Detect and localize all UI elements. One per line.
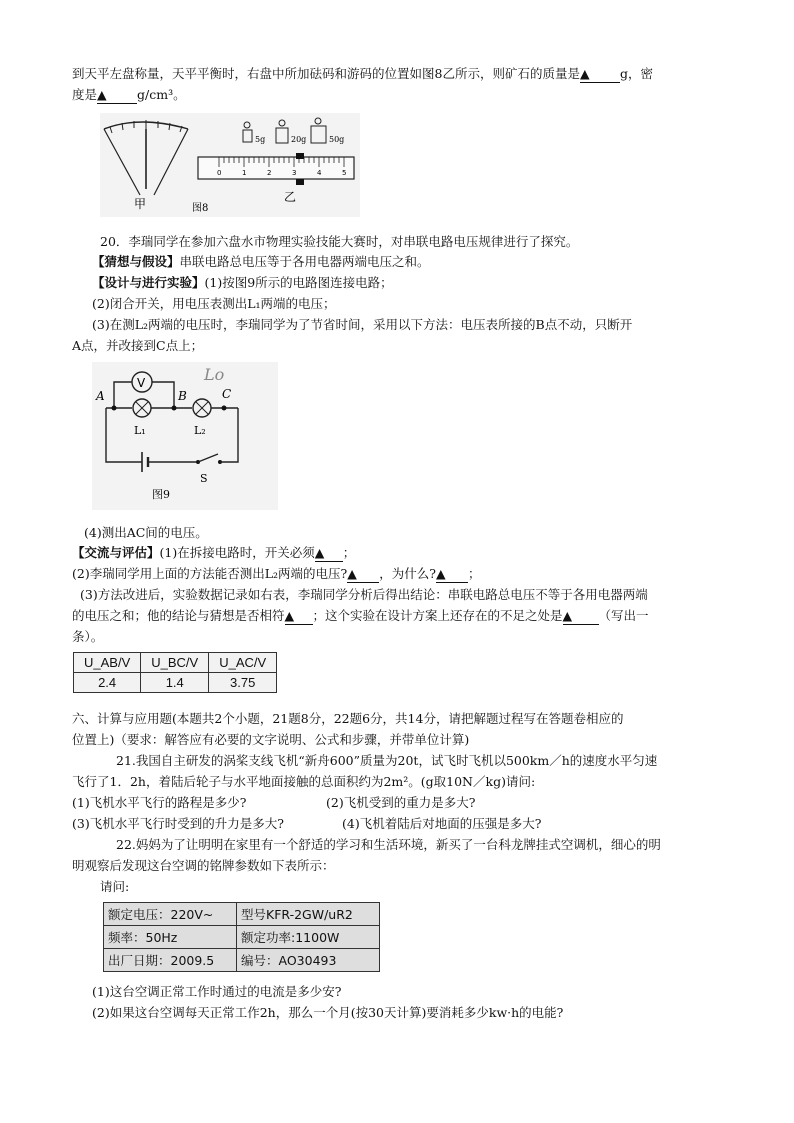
svg-text:Lo: Lo xyxy=(204,365,225,384)
q22-sub2: (2)如果这台空调每天正常工作2h，那么一个月(按30天计算)要消耗多少kw·h的电能? xyxy=(92,1005,564,1020)
answer-blank[interactable]: ▲ xyxy=(315,545,343,562)
section6-heading: 六、计算与应用题(本题共2个小题，21题8分，22题6分，共14分，请把解题过程写在答题卷相应的 xyxy=(72,711,624,726)
q20-hypothesis: 【猜想与假设】串联电路总电压等于各用电器两端电压之和。 xyxy=(92,254,430,269)
balance-figure xyxy=(100,113,360,217)
q20-step4: (4)测出AC间的电压。 xyxy=(84,525,208,540)
svg-text:20g: 20g xyxy=(291,135,307,144)
switch-icon xyxy=(198,454,218,462)
voltage-table xyxy=(73,652,277,693)
q20-step3b: A点，并改接到C点上； xyxy=(72,338,204,353)
q21-line2: 飞行了1．2h，着陆后轮子与水平地面接触的总面积约为2m²。(g取10N／kg)请问: xyxy=(72,774,536,789)
table-row xyxy=(74,673,277,693)
q20-eval2: (2)李瑞同学用上面的方法能否测出L₂两端的电压?▲ ，为什么?▲ ； xyxy=(72,566,481,581)
q20-step2: (2)闭合开关，用电压表测出L₁两端的电压； xyxy=(92,296,336,311)
table-row: 额定电压：220V~ 型号KFR-2GW/uR2 xyxy=(104,903,380,926)
label-l1: L₁ xyxy=(134,424,146,437)
rider-top xyxy=(296,153,304,159)
q20-design: 【设计与进行实验】(1)按图9所示的电路图连接电路； xyxy=(92,275,393,290)
value-ubc: 1.4 xyxy=(141,673,209,693)
q20-intro: 20．李瑞同学在参加六盘水市物理实验技能大赛时，对串联电路电压规律进行了探究。 xyxy=(100,234,579,249)
q19-line2: 度是▲ g/cm³。 xyxy=(72,87,186,102)
q19-line1: 到天平左盘称量，天平平衡时，右盘中所加砝码和游码的位置如图8乙所示，则矿石的质量是▲ g，密 xyxy=(72,66,653,81)
q20-eval3e: 条）。 xyxy=(72,629,104,644)
weight-20g xyxy=(276,120,306,144)
svg-text:V: V xyxy=(137,376,146,390)
q20-eval3b: 的电压之和；他的结论与猜想是否相符▲ ；这个实验在设计方案上还存在的不足之处是▲ （写出一 xyxy=(72,608,649,623)
table-row: 频率：50Hz 额定功率:1100W xyxy=(104,926,380,949)
q20-eval3a: (3)方法改进后，实验数据记录如右表，李瑞同学分析后得出结论：串联电路总电压不等于各用电器两端 xyxy=(80,587,648,602)
q21-sub4: (4)飞机着陆后对地面的压强是多大? xyxy=(342,816,542,831)
svg-text:5: 5 xyxy=(342,169,347,177)
figure-9 xyxy=(92,362,278,510)
svg-text:50g: 50g xyxy=(329,135,345,144)
answer-blank[interactable]: ▲ xyxy=(285,608,313,625)
label-b: B xyxy=(178,389,187,403)
q22-line1: 22.妈妈为了让明明在家里有一个舒适的学习和生活环境，新买了一台科龙牌挂式空调机，细心的明 xyxy=(116,837,661,852)
value-uac: 3.75 xyxy=(209,673,277,693)
svg-text:1: 1 xyxy=(242,169,247,177)
q22-sub1: (1)这台空调正常工作时通过的电流是多少安? xyxy=(92,984,342,999)
q21-sub3: (3)飞机水平飞行时受到的升力是多大? xyxy=(72,816,284,831)
figure-9-caption: 图9 xyxy=(152,488,170,501)
label-c: C xyxy=(222,387,232,401)
answer-blank[interactable]: ▲ xyxy=(580,66,620,83)
svg-text:0: 0 xyxy=(217,169,222,177)
svg-text:3: 3 xyxy=(292,169,297,177)
q20-eval1: 【交流与评估】(1)在拆接电路时，开关必须▲ ； xyxy=(72,545,356,560)
label-s: S xyxy=(200,472,208,485)
answer-blank[interactable]: ▲ xyxy=(347,566,379,583)
label-l2: L₂ xyxy=(194,424,206,437)
svg-text:4: 4 xyxy=(317,169,322,177)
header-uab: U_AB/V xyxy=(74,653,141,673)
q21-line1: 21.我国自主研发的涡桨支线飞机“新舟600”质量为20t，试飞时飞机以500km／h的速度水平匀速 xyxy=(116,753,658,768)
table-header-row xyxy=(74,653,277,673)
svg-text:5g: 5g xyxy=(255,135,266,144)
q22-ask: 请问: xyxy=(100,879,130,894)
weight-5g xyxy=(243,122,265,144)
section6-heading-2: 位置上)（要求：解答应有必要的文字说明、公式和步骤，并带单位计算) xyxy=(72,732,470,747)
circuit-diagram xyxy=(92,362,278,510)
label-a: A xyxy=(96,389,105,403)
weight-50g xyxy=(311,118,344,144)
figure-8 xyxy=(100,113,360,217)
label-jia: 甲 xyxy=(134,197,147,211)
figure-8-caption: 图8 xyxy=(192,203,209,214)
q21-sub1: (1)飞机水平飞行的路程是多少? xyxy=(72,795,247,810)
label-yi: 乙 xyxy=(284,190,297,204)
table-row: 出厂日期：2009.5 编号：AO30493 xyxy=(104,949,380,972)
rider-bottom xyxy=(296,179,304,185)
answer-blank[interactable]: ▲ xyxy=(563,608,599,625)
svg-text:2: 2 xyxy=(267,169,272,177)
header-ubc: U_BC/V xyxy=(141,653,209,673)
value-uab: 2.4 xyxy=(74,673,141,693)
header-uac: U_AC/V xyxy=(209,653,277,673)
q22-line2: 明观察后发现这台空调的铭牌参数如下表所示： xyxy=(72,858,335,873)
answer-blank[interactable]: ▲ xyxy=(97,87,137,104)
nameplate-table xyxy=(103,902,380,972)
q20-step3a: (3)在测L₂两端的电压时，李瑞同学为了节省时间，采用以下方法：电压表所接的B点不动，只断开 xyxy=(92,317,633,332)
q21-sub2: (2)飞机受到的重力是多大? xyxy=(326,795,476,810)
answer-blank[interactable]: ▲ xyxy=(436,566,468,583)
